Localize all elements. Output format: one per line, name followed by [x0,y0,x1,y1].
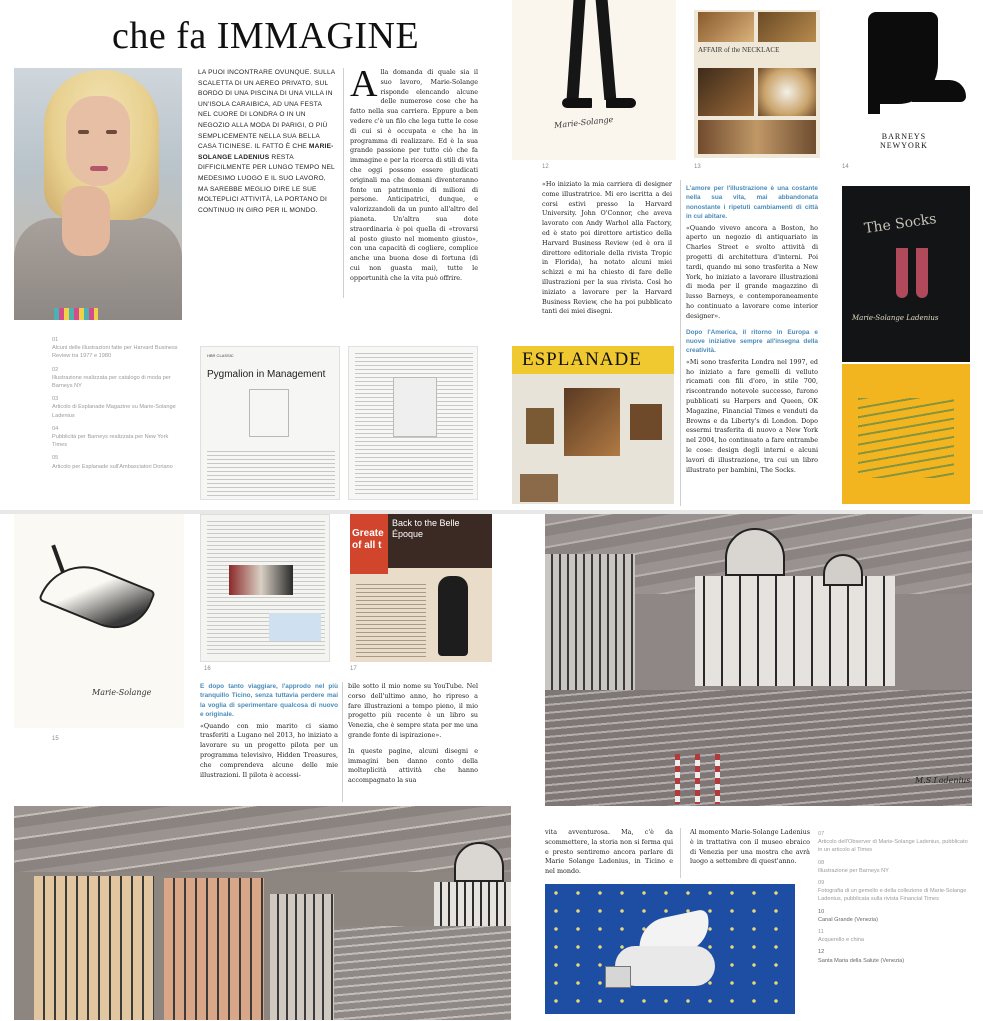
kicker-3: E dopo tanto viaggiare, l'approdo nel più tranquillo Ticino, senza tuttavia perdere mai la voglia di sperimentare qualcosa di nuovo e originale. [200,683,338,719]
article-column-6 [545,828,673,877]
captions-bottom [818,830,968,969]
intro-text-before: LA PUOI INCONTRARE OVUNQUE. SULLA SCALETTA DI UN AEREO PRIVATO, SUL BORDO DI UNA PISCINA DI UNA VILLA IN UN'ISOLA CARAIBICA, AD UNA FESTA NEL CUORE DI LONDRA O IN UN NEGOZIO ALLA MODA DI PARIGI, O PIÙ SEMPLICEMENTE NELLA SUA BELLA CASA TICINESE. IL FATTO È CHE [198,69,336,151]
esplanade-masthead: ESPLANADE [522,349,642,370]
news-clipping-1 [200,514,330,662]
socks-book-cover [842,186,970,362]
page-number: 12 [542,164,549,170]
caption-item: 01 Alcuni delle illustrazioni fatte per Harvard Business Review tra 1977 e 1980 [52,337,178,360]
article-column-4 [200,682,338,780]
article-column-3 [686,184,818,475]
caption-item: 09 Fotografia di un gemello e della collezione di Marie-Solange Ladenius, pubblicata sulla rivista Financial Times [818,880,967,903]
esplanade-magazine [512,346,674,504]
page-number: 15 [52,736,59,742]
article-column-1 [350,63,479,284]
venice-salute-drawing [545,514,972,806]
clip-title: Pygmalion in Management [207,369,326,380]
socks-title: The Socks [863,211,938,237]
column-rule [343,68,344,298]
column-rule [680,180,681,506]
shoe-sketch [14,514,184,728]
article-column-4-text: «Quando con mio marito ci siamo trasferiti a Lugano nel 2013, ho iniziato a lavorare su un progetto pilota per un programma televisivo, Hidden Treasures, che comprendeva alcune delle mie illustrazioni. Il pilota è accessi- [200,721,338,779]
portrait-photo [14,68,182,320]
article-column-1-text: lla domanda di quale sia il suo lavoro, Marie-Solange risponde elencando alcune delle numerose cose che ha fatto nella sua carriera. Eppure a ben vedere c'è un filo che lega tutte le cose di cui si è occupata e che ha in programma di realizzare. Ed è la sua grande passione per tutto ciò che fa immagine e per la ricerca di stili di vita che oggi possono essere giudicati originali ma che domani diventeranno fonte un patrimonio di milioni di persone. Anticipatrici, dunque, e valorizzandoli da un punto all'altro del pianeta. Un'altra sua dote straordinaria è poi quella di «trovarsi al posto giusto nel momento giusto», con una capacità di cogliere, complice anche una buona dose di fortuna (di cui non guasta mai), tutte le opportunità che la vita può offrire. [350,68,479,282]
article-column-3-text-1: «Quando vivevo ancora a Boston, ho aperto un negozio di antiquariato in Charles Street e svolto attività di progetti di architettura d'interni. Poi tardi, quando mi sono trasferita a New York, ho iniziato a lavorare illustrazioni di moda per il grande magazzino di lusso Barneys, e contemporaneamente ho continuato a lavorare come interior designer». [686,223,818,320]
dropcap: A [350,63,378,105]
article-column-7 [690,828,810,867]
column-rule [680,828,681,878]
intro-name: MARIE-SOLANGE LADENIUS [198,143,334,161]
article-column-6-text: vita avventurosa. Ma, c'è da scommettere, la storia non si ferma qui e presto sentiremo ancora parlare di Marie Solange Ladenius, in Ticino e nel mondo. [545,828,673,876]
article-column-5-text-2: In queste pagine, alcuni disegni e immagini ben danno conto della molteplicità attività che hanno accompagnato la sua [348,746,478,785]
lion-of-venice-drawing [545,884,795,1014]
caption-item: 05 Articolo per Esplanade sull'Ambasciatori Doriano [52,455,173,470]
kicker-2: Dopo l'America, il ritorno in Europa e nuove iniziative sempre all'insegna della creatività. [686,328,818,355]
article-column-2 [542,180,672,317]
intro-text-after: RESTA DIFFICILMENTE PER LUNGO TEMPO NEL MEDESIMO LUOGO E IL SUO LAVORO, MA SAREBBE MEGLIO DIRE LE SUE MOLTEPLICI ATTIVITÀ, LA PORTANO DI CONTINUO IN GIRO PER IL MONDO. [198,153,335,214]
article-column-2-text: «Ho iniziato la mia carriera di designer come illustratrice. Mi ero iscritta a dei corsi estivi presso la Harvard University. John O'Connor, che aveva lavorato con Andy Warhol alla Factory, ed è stato poi direttore artistico della Harvard Business Review (ed è ora il direttore editoriale della rivista Tropic in Florida), ha notato alcuni miei schizzi e mi ha chiesto di fare delle illustrazioni per la sua rivista. Così ho iniziato a lavorare per la Harvard Business Review, che ha poi pubblicato tanti dei miei disegni. [542,180,672,316]
bottom-spread [0,514,983,1021]
page-title: che fa IMMAGINE [112,15,420,57]
caption-item: 07 Articolo dell'Observer di Marie-Solange Ladenius, pubblicato in un articolo al Times [818,831,968,854]
caption-item: 10 Canal Grande (Venezia) [818,908,879,923]
signature: Marie-Solange [553,114,614,131]
legs-sketch [512,0,676,160]
intro-paragraph [198,68,336,216]
clip-header: HBR CLASSIC [207,353,234,358]
article-column-5 [348,682,478,786]
news-red-headline: Greate of all t [352,528,384,551]
caption-item: 12 Santa Maria della Salute (Venezia) [818,949,905,964]
signature: M.S.Ladenius [915,776,971,785]
page-number: 13 [694,164,701,170]
venice-canal-drawing [14,806,511,1020]
article-column-3-text-2: «Mi sono trasferita Londra nel 1997, ed ho iniziato a fare gemelli di velluto ricamati con fili d'oro, in stile 700, riscontrando notevole successo, furono pubblicati su Harpers and Queen, OK Magazine, Financial Times e venduti da Browns e da Liberty's di London. Dopo essermi trasferita di nuovo a New York nel 2004, ho continuato a fare entrambe le cose: design degli interni e alcuni lavori di illustrazione, tra cui un libro illustrato per bambini, The Socks. [686,357,818,474]
page-number: 14 [842,164,849,170]
caption-item: 04 Pubblicità per Barneys realizzata per New York Times [52,425,169,449]
news-dark-headline: Back to the Belle Époque [392,518,460,539]
signature: Marie-Solange Ladenius [852,314,939,322]
necklace-article [694,10,820,158]
boot-illustration [842,10,972,158]
signature: Marie-Solange [92,688,152,697]
hbr-clipping-page [348,346,478,500]
column-rule [342,682,343,802]
page-number: 17 [350,666,357,672]
caption-item: 03 Articolo di Esplanade Magazine su Marie-Solange Ladenius [52,396,176,419]
caption-item: 02 Illustrazione realizzata per catalogo di moda per Barneys NY [52,366,171,390]
page-number: 16 [204,666,211,672]
kicker-1: L'amore per l'illustrazione è una costante nella sua vita, mai abbandonata nonostante i ripetuti cambiamenti di città in cui abitare. [686,185,818,221]
captions-top [52,336,182,476]
affair-label: AFFAIR of the NECKLACE [698,46,780,54]
caption-item: 11 Acquerello e china [818,929,865,944]
article-column-5-text-1: bile sotto il mio nome su YouTube. Nel corso dell'ultimo anno, ho ripreso a fare illustrazioni a tempo pieno, il mio progetto più recente è un libro su Venezia, che è sempre stata per me una grande fonte di ispirazione». [348,682,478,739]
yellow-illustration [842,364,970,504]
article-column-7-text: Al momento Marie-Solange Ladenius è in trattativa con il museo ebraico di Venezia per una mostra che avrà luogo a settembre di quest'anno. [690,828,810,866]
news-clipping-2 [350,514,492,662]
hbr-clipping [200,346,340,500]
caption-item: 08 Illustrazione per Barneys NY [818,859,889,874]
barneys-logo: BARNEYS NEWYORK [880,132,928,150]
